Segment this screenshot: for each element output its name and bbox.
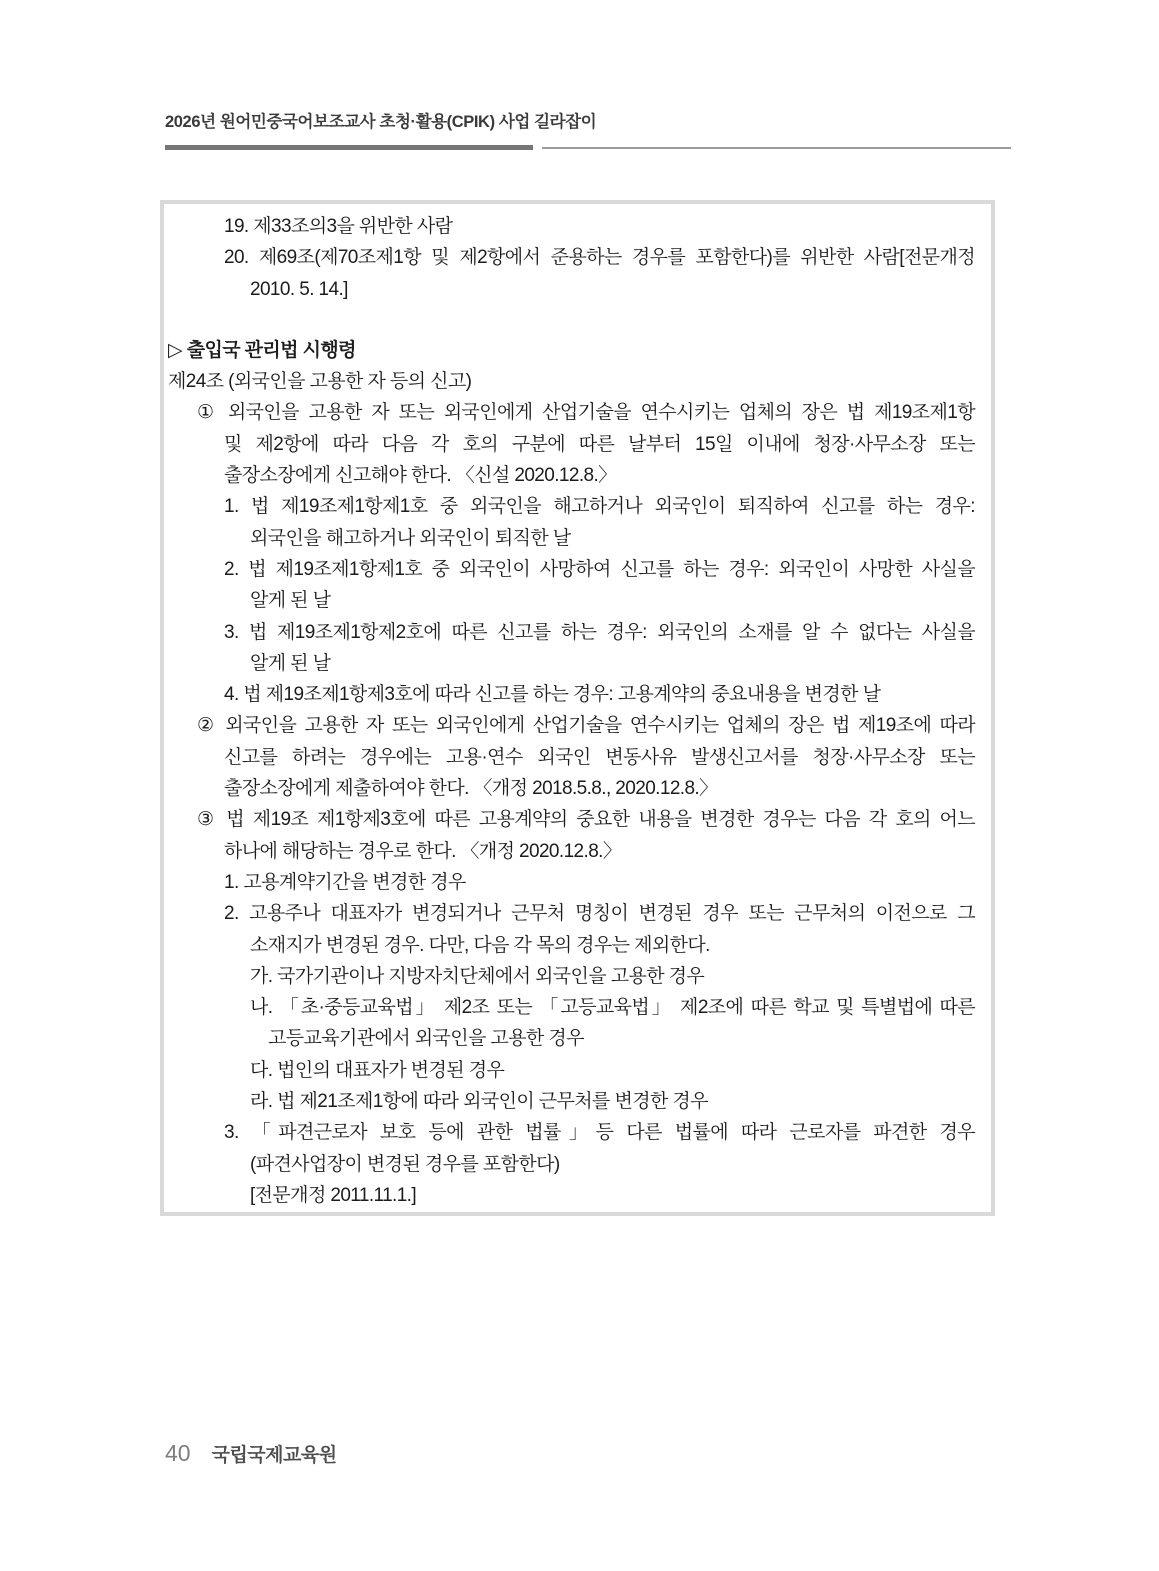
law-text-line: 출장소장에게 제출하여야 한다. 〈개정 2018.5.8., 2020.12.8.〉	[224, 778, 718, 800]
law-text-line: 2010. 5. 14.]	[250, 278, 348, 300]
law-text-line: 4. 법 제19조제1항제3호에 따라 신고를 하는 경우: 고용계약의 중요내용을 변경한 날	[224, 684, 881, 706]
law-text-line: 가. 국가기관이나 지방자치단체에서 외국인을 고용한 경우	[250, 965, 705, 987]
law-text-line: 소재지가 변경된 경우. 다만, 다음 각 목의 경우는 제외한다.	[250, 934, 710, 956]
law-text-line: 및 제2항에 따라 다음 각 호의 구분에 따른 날부터 15일 이내에 청장·사무소장 또는	[224, 433, 975, 455]
header-rule-thin	[542, 147, 1011, 149]
law-text-line: 하나에 해당하는 경우로 한다. 〈개정 2020.12.8.〉	[224, 840, 622, 862]
law-text-box	[160, 200, 995, 1216]
page-title: 2026년 원어민중국어보조교사 초청·활용(CPIK) 사업 길라잡이	[165, 113, 597, 131]
law-text-line: ▷ 출입국 관리법 시행령	[168, 339, 356, 361]
law-text-line: 3. 법 제19조제1항제2호에 따른 신고를 하는 경우: 외국인의 소재를 알 수 없다는 사실을	[224, 621, 975, 643]
law-text-line: 신고를 하려는 경우에는 고용·연수 외국인 변동사유 발생신고서를 청장·사무소장 또는	[224, 746, 975, 768]
law-text-line: 고등교육기관에서 외국인을 고용한 경우	[268, 1028, 584, 1050]
law-text-line: 2. 고용주나 대표자가 변경되거나 근무처 명칭이 변경된 경우 또는 근무처의 이전으로 그	[224, 903, 975, 925]
law-text-line: 1. 고용계약기간을 변경한 경우	[224, 871, 466, 893]
law-text-line: 외국인을 해고하거나 외국인이 퇴직한 날	[250, 527, 571, 549]
law-text-line: 제24조 (외국인을 고용한 자 등의 신고)	[168, 371, 472, 393]
law-text-line: 1. 법 제19조제1항제1호 중 외국인을 해고하거나 외국인이 퇴직하여 신고를 하는 경우:	[224, 496, 975, 518]
law-text-line: 3. 「파견근로자 보호 등에 관한 법률」등 다른 법률에 따라 근로자를 파견한 경우	[224, 1122, 975, 1144]
law-text-line: 알게 된 날	[250, 652, 331, 674]
header-rule	[165, 145, 1011, 150]
law-text-line: [전문개정 2011.11.1.]	[250, 1184, 417, 1206]
law-text-line: ② 외국인을 고용한 자 또는 외국인에게 산업기술을 연수시키는 업체의 장은 법 제19조에 따라	[197, 715, 975, 737]
page-footer	[165, 1440, 337, 1467]
law-text-line: 19. 제33조의3을 위반한 사람	[224, 216, 453, 237]
law-text-line: ③ 법 제19조 제1항제3호에 따른 고용계약의 중요한 내용을 변경한 경우는 다음 각 호의 어느	[197, 809, 975, 831]
law-text-line: 출장소장에게 신고해야 한다. 〈신설 2020.12.8.〉	[224, 465, 617, 487]
page-header	[165, 112, 1011, 132]
footer-org-name: 국립국제교육원	[211, 1445, 337, 1466]
law-text-line: 나. 「초·중등교육법」 제2조 또는 「고등교육법」 제2조에 따른 학교 및 특별법에 따른	[250, 997, 975, 1019]
law-text-line: 라. 법 제21조제1항에 따라 외국인이 근무처를 변경한 경우	[250, 1091, 708, 1113]
law-text-line: 다. 법인의 대표자가 변경된 경우	[250, 1059, 505, 1081]
law-text-line: (파견사업장이 변경된 경우를 포함한다)	[250, 1153, 560, 1175]
law-box-content	[164, 204, 991, 1212]
law-text-line: 20. 제69조(제70조제1항 및 제2항에서 준용하는 경우를 포함한다)를 위반한 사람[전문개정	[224, 247, 975, 269]
law-text-line: ① 외국인을 고용한 자 또는 외국인에게 산업기술을 연수시키는 업체의 장은 법 제19조제1항	[197, 402, 975, 424]
law-text-line: 알게 된 날	[250, 590, 331, 612]
header-rule-thick	[165, 145, 533, 150]
law-text-line: 2. 법 제19조제1항제1호 중 외국인이 사망하여 신고를 하는 경우: 외국인이 사망한 사실을	[224, 558, 975, 580]
page-number: 40	[165, 1440, 191, 1466]
